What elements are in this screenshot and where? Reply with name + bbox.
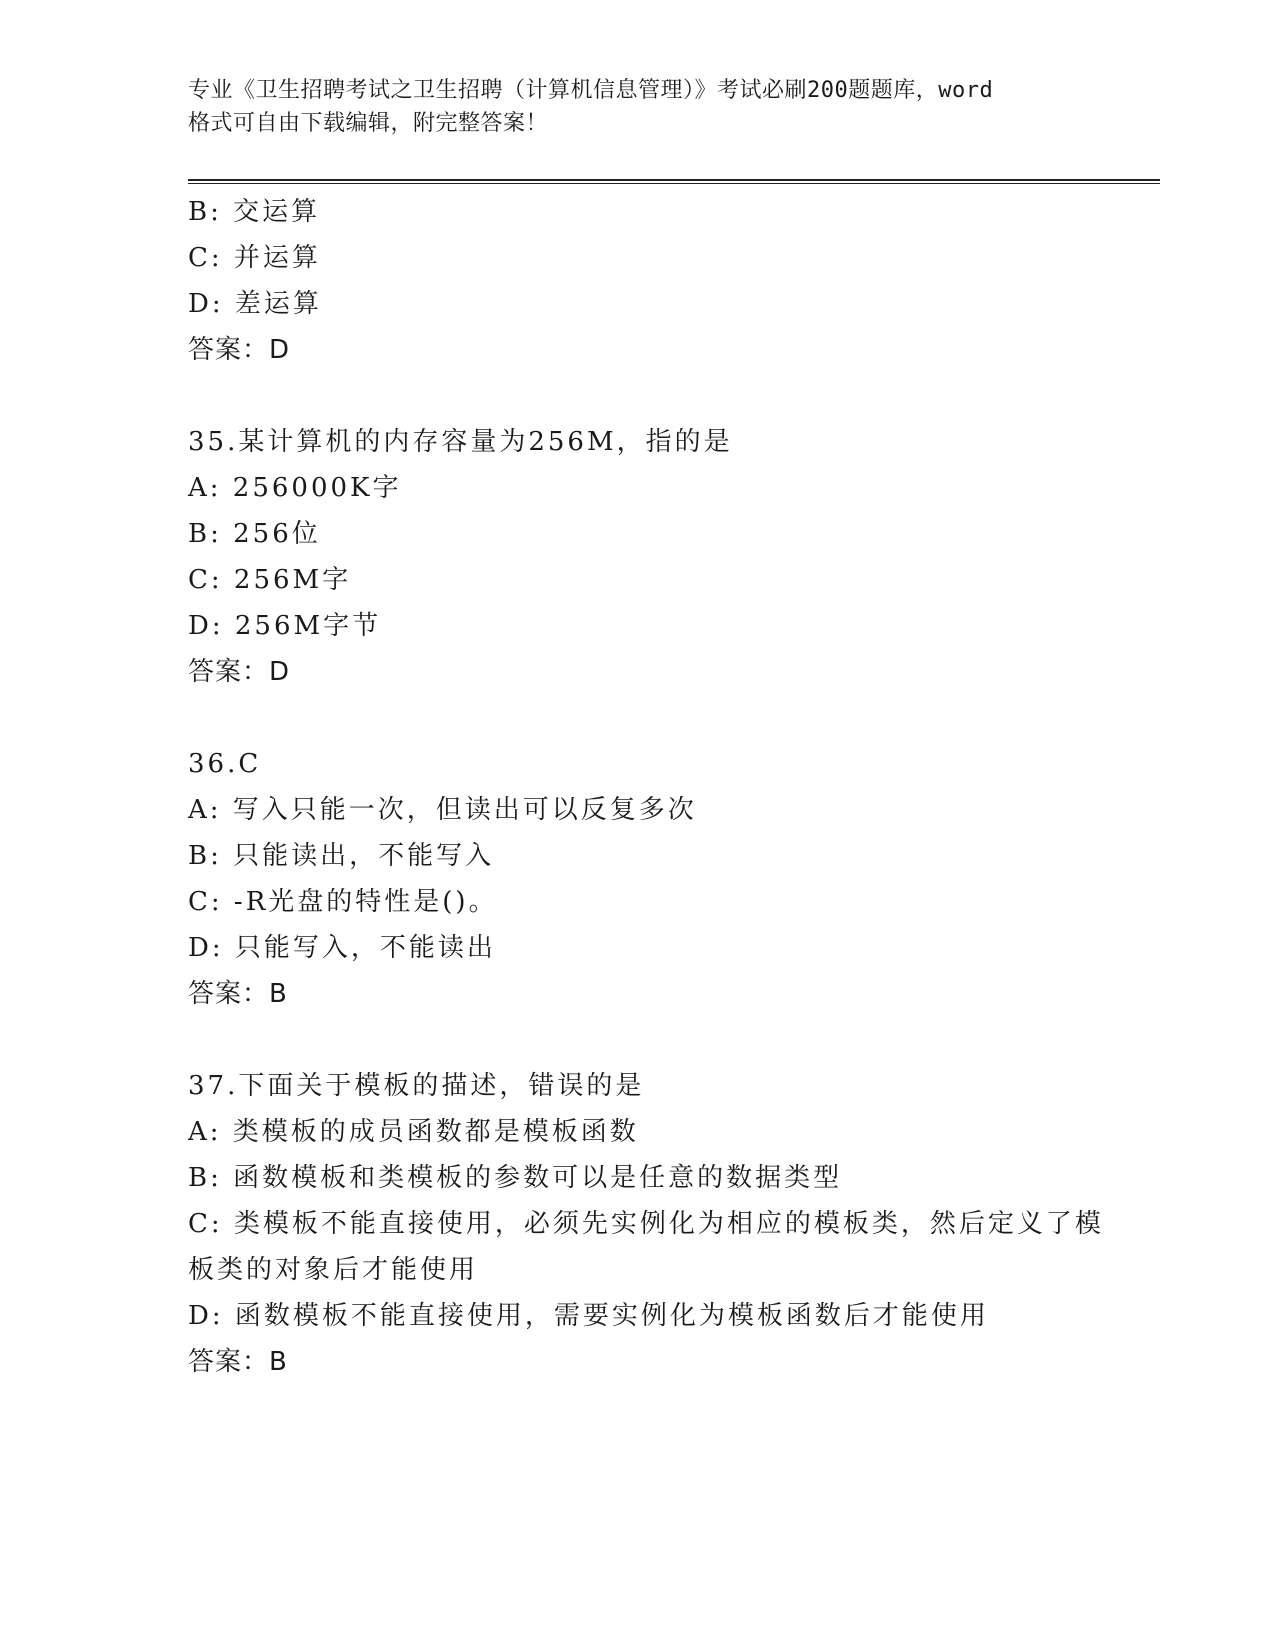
option-d: D: 256M字节 [188,611,382,641]
option-d: D: 函数模板不能直接使用，需要实例化为模板函数后才能使用 [188,1301,989,1331]
option-c: C: -R光盘的特性是()。 [188,887,498,917]
option-b: B: 函数模板和类模板的参数可以是任意的数据类型 [188,1163,843,1193]
option-b: B: 256位 [188,519,321,549]
answer: 答案：B [188,1347,288,1377]
option-d: D: 只能写入，不能读出 [188,933,496,963]
header-title-line-2: 格式可自由下载编辑，附完整答案！ [188,111,549,136]
option-a: A: 类模板的成员函数都是模板函数 [188,1117,639,1147]
option-d: D: 差运算 [188,289,322,319]
option-c: C: 并运算 [188,243,321,273]
question-34-continued [188,189,1128,373]
header-divider [188,179,1160,184]
spacer [188,373,1128,419]
option-b: B: 交运算 [188,197,321,227]
option-a: A: 256000K字 [188,473,402,503]
page-header [188,74,1088,140]
question-content [188,189,1128,1385]
spacer [188,695,1128,741]
option-a: A: 写入只能一次，但读出可以反复多次 [188,795,697,825]
option-b: B: 只能读出，不能写入 [188,841,495,871]
question-stem: 35.某计算机的内存容量为256M，指的是 [188,427,733,457]
question-36 [188,741,1128,1017]
answer: 答案：D [188,657,291,687]
question-stem: 36.C [188,749,262,779]
option-c: C: 256M字 [188,565,352,595]
spacer [188,1017,1128,1063]
answer: 答案：B [188,979,288,1009]
option-c: C: 类模板不能直接使用，必须先实例化为相应的模板类，然后定义了模板类的对象后才能使用 [188,1209,1104,1285]
question-35 [188,419,1128,695]
question-37 [188,1063,1128,1385]
answer: 答案：D [188,335,291,365]
question-stem: 37.下面关于模板的描述，错误的是 [188,1071,645,1101]
header-title-line-1: 专业《卫生招聘考试之卫生招聘（计算机信息管理）》考试必刷200题题库，word [188,78,994,103]
